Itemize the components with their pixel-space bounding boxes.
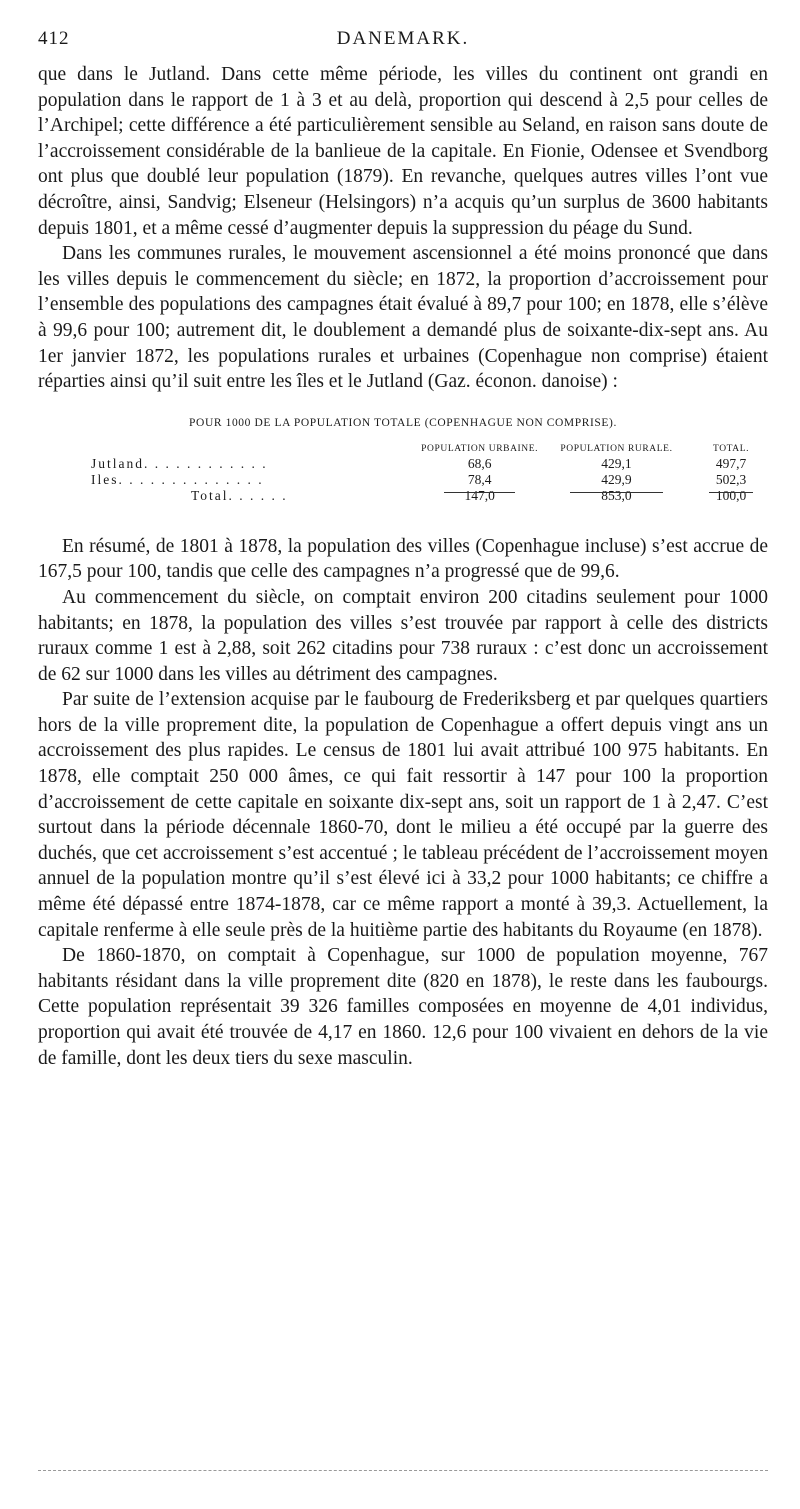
book-page (38, 28, 768, 1071)
page-header (38, 28, 768, 62)
bottom-rule (38, 1470, 768, 1471)
row-label: Jutland. . . . . . . . . . . . (91, 455, 268, 471)
table-header-row (91, 443, 768, 456)
row-label: Iles. . . . . . . . . . . . . . (91, 471, 264, 487)
paragraph-3: En résumé, de 1801 à 1878, la population des villes (Copenhague incluse) s’est accrue de 167,5 pour 100, tandis que celle des campagnes n’a progressé que de 99,6. (38, 535, 768, 583)
header-label-cell (91, 443, 421, 456)
page-number: 412 (38, 28, 70, 49)
text-after-table (38, 534, 768, 1071)
paragraph-4: Au commencement du siècle, on comptait environ 200 citadins seulement pour 1000 habitants; en 1878, la population des villes s’est trouvée par rapport à celle des districts ruraux comme 1 est à 2,88, soit 262 citadins pour 738 ruraux : c’est donc un accroissement de 62 sur 1000 dans les villes au détriment des campagnes. (38, 586, 768, 685)
cell-urban: 68,6 (467, 455, 492, 471)
cell-rural: 429,9 (601, 471, 632, 487)
total-rural: 853,0 (539, 488, 694, 504)
cell-total: 497,7 (715, 455, 747, 471)
cell-total: 502,3 (715, 471, 747, 487)
paragraph-5: Par suite de l’extension acquise par le faubourg de Frederiksberg et par quelques quartiers hors de la ville proprement dite, la population de Copenhague a offert depuis vingt ans un accroissement des plus rapides. Le census de 1801 lui avait attribué 100 975 habitants. En 1878, elle comptait 250 000 âmes, ce qui fait ressortir à 147 pour 100 la proportion d’accroissement de cette capitale en soixante dix-sept ans, soit un rapport de 1 à 2,47. C’est surtout dans la période décennale 1860-70, dont le milieu a été occupé par la guerre des duchés, que cet accroissement s’est accentué ; le tableau précédent de l’accroissement moyen annuel de la population montre qu’il s’est élevé ici à 33,2 pour 1000 habitants; ce chiffre a même été dépassé entre 1874-1878, car ce même rapport a monté à 39,3. Actuellement, la capitale renferme à elle seule près de la huitième partie des habitants du Royaume (en 1878). (38, 689, 768, 941)
total-urban: 147,0 (421, 488, 539, 504)
population-table (91, 443, 768, 504)
total-label: Total. . . . . . (191, 487, 288, 503)
table-row (91, 472, 768, 488)
table-caption: POUR 1000 DE LA POPULATION TOTALE (COPENHAGUE NON COMPRISE). (189, 416, 617, 429)
header-rural: POPULATION RURALE. (560, 443, 673, 454)
header-total: TOTAL. (712, 443, 750, 454)
paragraph-1: que dans le Jutland. Dans cette même période, les villes du continent ont grandi en population dans le rapport de 1 à 3 et au delà, proportion qui descend à 2,5 pour celles de l’Archipel; cette différence a été particulièrement sensible au Seland, en raison sans doute de l’accroissement considérable de la banlieue de la capitale. En Fionie, Odensee et Svendborg ont plus que doublé leur population (1879). En revanche, quelques autres villes l’ont vue décroître, ainsi, Sandvig; Elseneur (Helsingors) n’a acquis qu’un surplus de 3600 habitants depuis 1801, et a même cessé d’augmenter depuis la suppression du péage du Sund. (38, 64, 768, 239)
table-row (91, 456, 768, 472)
table-total-row (91, 488, 768, 504)
paragraph-6: De 1860-1870, on comptait à Copenhague, sur 1000 de population moyenne, 767 habitants résidant dans la ville proprement dite (820 en 1878), le reste dans les faubourgs. Cette population représentait 39 326 familles composées en moyenne de 4,01 individus, proportion qui avait été trouvée de 4,17 en 1860. 12,6 pour 100 vivaient en dehors de la vie de famille, dont les deux tiers du sexe masculin. (38, 945, 768, 1069)
cell-urban: 78,4 (467, 471, 492, 487)
paragraph-2: Dans les communes rurales, le mouvement ascensionnel a été moins prononcé que dans les villes depuis le commencement du siècle; en 1872, la proportion d’accroissement pour l’ensemble des populations des campagnes était évalué à 89,7 pour 100; en 1878, elle s’élève à 99,6 pour 100; autrement dit, le doublement a demandé plus de soixante-dix-sept ans. Au 1er janvier 1872, les populations rurales et urbaines (Copenhague non comprise) étaient réparties ainsi qu’il suit entre les îles et le Jutland (Gaz. éconon. danoise) : (38, 243, 768, 393)
header-urban: POPULATION URBAINE. (421, 443, 539, 454)
running-title: DANEMARK. (336, 28, 470, 49)
total-total: 100,0 (694, 488, 768, 504)
cell-rural: 429,1 (601, 455, 632, 471)
